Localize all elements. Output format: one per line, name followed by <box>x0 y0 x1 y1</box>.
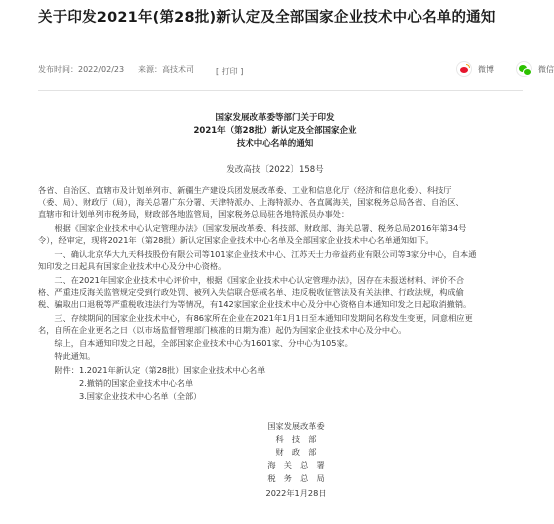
signature-date: 2022年1月28日 <box>265 488 327 498</box>
publish-date: 发布时间：2022/02/23 <box>38 65 125 74</box>
source-label: 来源：高技术司 <box>138 65 194 74</box>
body-line: 特此通知。 <box>38 351 96 361</box>
weibo-icon[interactable] <box>456 61 472 77</box>
body-line: 根据《国家企业技术中心认定管理办法》（国家发展改革委、科技部、财政部、海关总署、税务总局2016年第34号 <box>38 223 467 233</box>
body-line: 三、存续期间的国家企业技术中心，有86家所在企业在2021年1月1日至本通知印发期间名称发生变更，同意相应更 <box>38 313 473 323</box>
signature-line: 财 政 部 <box>275 447 317 457</box>
body-line: 直辖市和计划单列市税务局，财政部各地监管局，国家税务总局驻各地特派员办事处： <box>38 209 350 219</box>
body-line: 税、骗取出口退税等严重税收违法行为等情况，有142家国家企业技术中心及分中心资格自本通知印发之日起取消撤销。 <box>38 299 472 309</box>
notice-heading-line: 2021年（第28批）新认定及全部国家企业 <box>193 126 357 136</box>
body-line: 各省、自治区、直辖市及计划单列市、新疆生产建设兵团发展改革委、工业和信息化厅（经济和信息化委）、科技厅 <box>38 185 452 195</box>
body-line: 令），经审定，现将2021年（第28批）新认定国家企业技术中心名单及全部国家企业技术中心名单通知如下。 <box>38 235 434 245</box>
page-title: 关于印发2021年(第28批)新认定及全部国家企业技术中心名单的通知 <box>38 10 496 26</box>
body-line: 综上，自本通知印发之日起，全部国家企业技术中心为1601家、分中心为105家。 <box>38 338 353 348</box>
attachment-line: 3.国家企业技术中心名单（全部） <box>38 391 202 401</box>
attachment-line: 附件：1.2021年新认定（第28批）国家企业技术中心名单 <box>38 365 266 375</box>
document-number: 发改高技〔2022〕158号 <box>226 165 324 175</box>
signature-line: 税 务 总 局 <box>267 473 325 483</box>
weixin-icon[interactable] <box>516 61 532 77</box>
weixin-label[interactable]: 微信 <box>538 65 554 74</box>
signature-line: 国家发展改革委 <box>267 421 325 431</box>
meta-bar <box>38 62 554 78</box>
signature-line: 海 关 总 署 <box>267 460 325 470</box>
body-line: 知印发之日起具有国家企业技术中心及分中心资格。 <box>38 261 227 271</box>
notice-heading-line: 国家发展改革委等部门关于印发 <box>215 113 335 123</box>
signature-line: 科 技 部 <box>275 434 317 444</box>
body-line: 名，自所在企业更名之日（以市场监督管理部门核准的日期为准）起仍为国家企业技术中心及分中心。 <box>38 325 407 335</box>
divider <box>38 90 523 91</box>
weibo-label[interactable]: 微博 <box>478 65 494 74</box>
attachment-line: 2.撤销的国家企业技术中心名单 <box>38 378 194 388</box>
body-line: 二、在2021年国家企业技术中心评价中，根据《国家企业技术中心认定管理办法》，因存在未报送材料、评价不合 <box>38 275 465 285</box>
body-line: 一、确认北京华大九天科技股份有限公司等101家企业技术中心、江苏天士力帝益药业有限公司等3家分中心，自本通 <box>38 249 477 259</box>
body-line: （委、局）、财政厅（局），海关总署广东分署、天津特派办、上海特派办、各直属海关，国家税务总局各省、自治区、 <box>38 197 464 207</box>
print-label[interactable]: [ 打印 ] <box>216 67 244 76</box>
notice-heading-line: 技术中心名单的通知 <box>236 139 314 149</box>
body-line: 格、严重违反海关监管规定受到行政处罚、被列入失信联合惩戒名单、违反税收征管法及有关法律、行政法规，构成偷 <box>38 287 464 297</box>
